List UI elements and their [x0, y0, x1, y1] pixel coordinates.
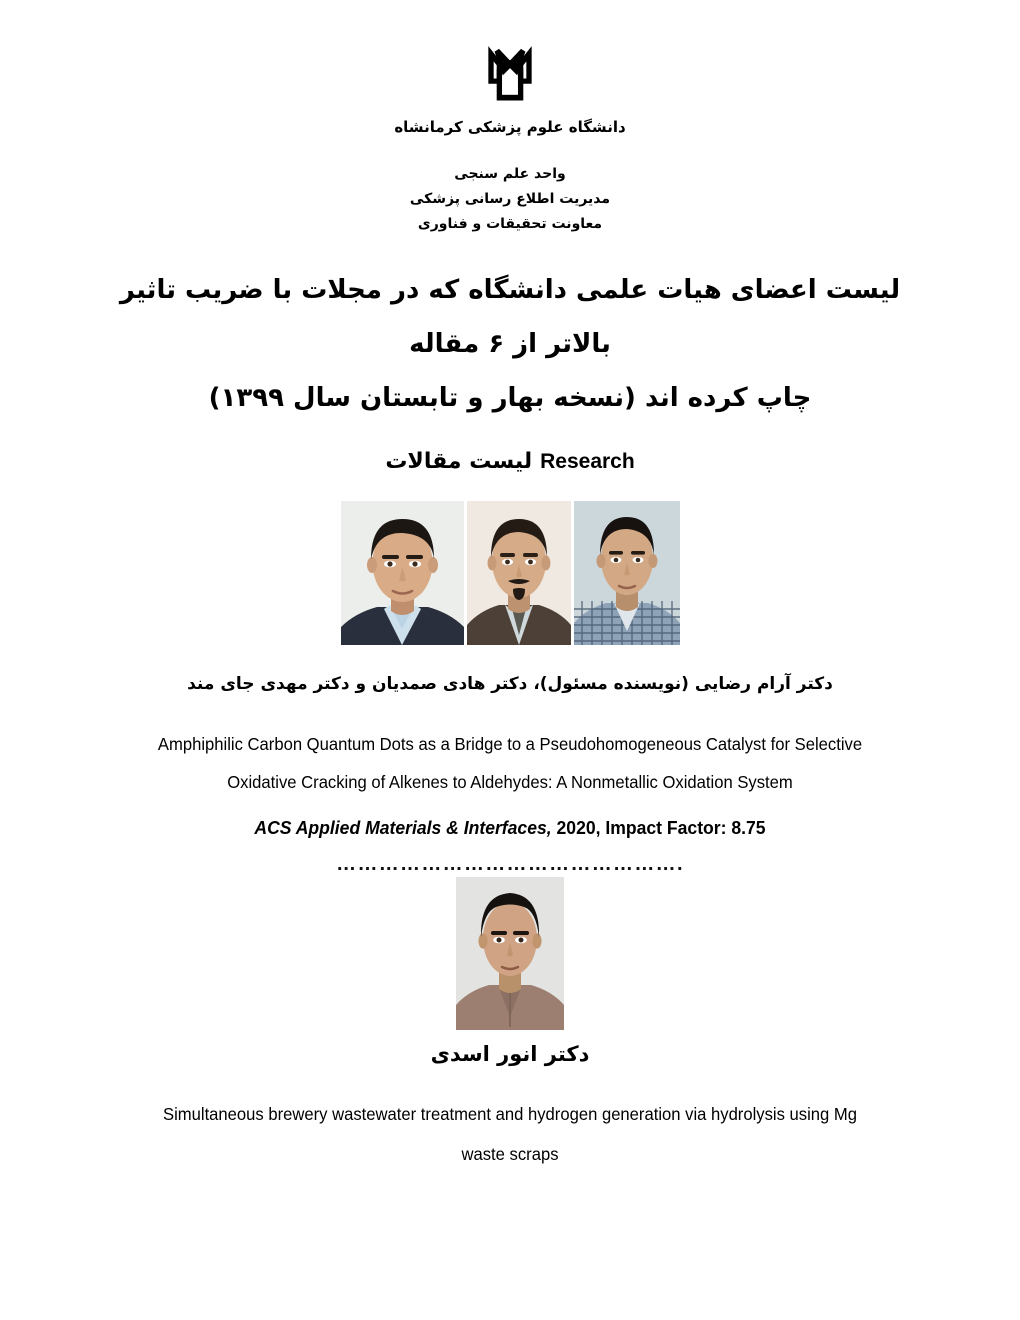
section-subtitle-latin: Research	[540, 450, 635, 473]
article-title-entry-2	[26, 1094, 995, 1174]
logo-container	[0, 0, 1020, 110]
organization-name: دانشگاه علوم پزشکی کرمانشاه	[394, 118, 626, 136]
portrait-photo-3	[574, 501, 680, 645]
kums-tulip-emblem-icon	[472, 34, 548, 110]
department-line-3: معاونت تحقیقات و فناوری	[417, 216, 603, 232]
page-title-line-2: چاپ کرده اند (نسخه بهار و تابستان سال ۱۳۹۹)	[208, 383, 812, 413]
emblem-base	[497, 95, 523, 100]
page-title	[0, 263, 1020, 425]
journal-metadata: 2020, Impact Factor: 8.75	[551, 817, 766, 838]
article-title-line-2: Oxidative Cracking of Alkenes to Aldehydes: A Nonmetallic Oxidation System	[227, 772, 793, 792]
portrait-illustration	[574, 501, 680, 645]
article-title-line-1: Amphiphilic Carbon Quantum Dots as a Bridge to a Pseudohomogeneous Catalyst for Selective	[157, 734, 863, 754]
portrait-illustration	[456, 877, 564, 1030]
journal-citation-entry-1	[26, 817, 995, 839]
department-line-2: مدیریت اطلاع رسانی پزشکی	[409, 191, 611, 207]
section-subtitle-fa: لیست مقالات	[385, 449, 533, 474]
article-title-2-line-1: Simultaneous brewery wastewater treatment and hydrogen generation via hydrolysis using Mg	[162, 1104, 858, 1124]
section-subtitle	[0, 449, 1020, 474]
authors-line-entry-1: دکتر آرام رضایی (نویسنده مسئول)، دکتر هادی صمدیان و دکتر مهدی جای مند	[187, 674, 833, 694]
portrait-photo-4	[456, 877, 564, 1030]
department-block	[0, 162, 1020, 237]
department-line-1: واحد علم سنجی	[454, 166, 566, 182]
article-title-entry-1	[26, 725, 995, 801]
portrait-illustration	[467, 501, 571, 645]
portrait-photo-2	[467, 501, 571, 645]
authors-line-entry-2: دکتر انور اسدی	[430, 1042, 590, 1066]
photo-row-entry-1	[0, 501, 1020, 645]
portrait-photo-1	[341, 501, 464, 645]
journal-name: ACS Applied Materials & Interfaces,	[254, 817, 552, 838]
article-title-2-line-2: waste scraps	[461, 1144, 559, 1164]
page-title-line-1: لیست اعضای هیات علمی دانشگاه که در مجلات با ضریب تاثیر بالاتر از ۶ مقاله	[119, 275, 901, 359]
section-divider: ………………………………………….	[336, 853, 684, 875]
portrait-illustration	[341, 501, 464, 645]
photo-row-entry-2	[0, 877, 1020, 1030]
